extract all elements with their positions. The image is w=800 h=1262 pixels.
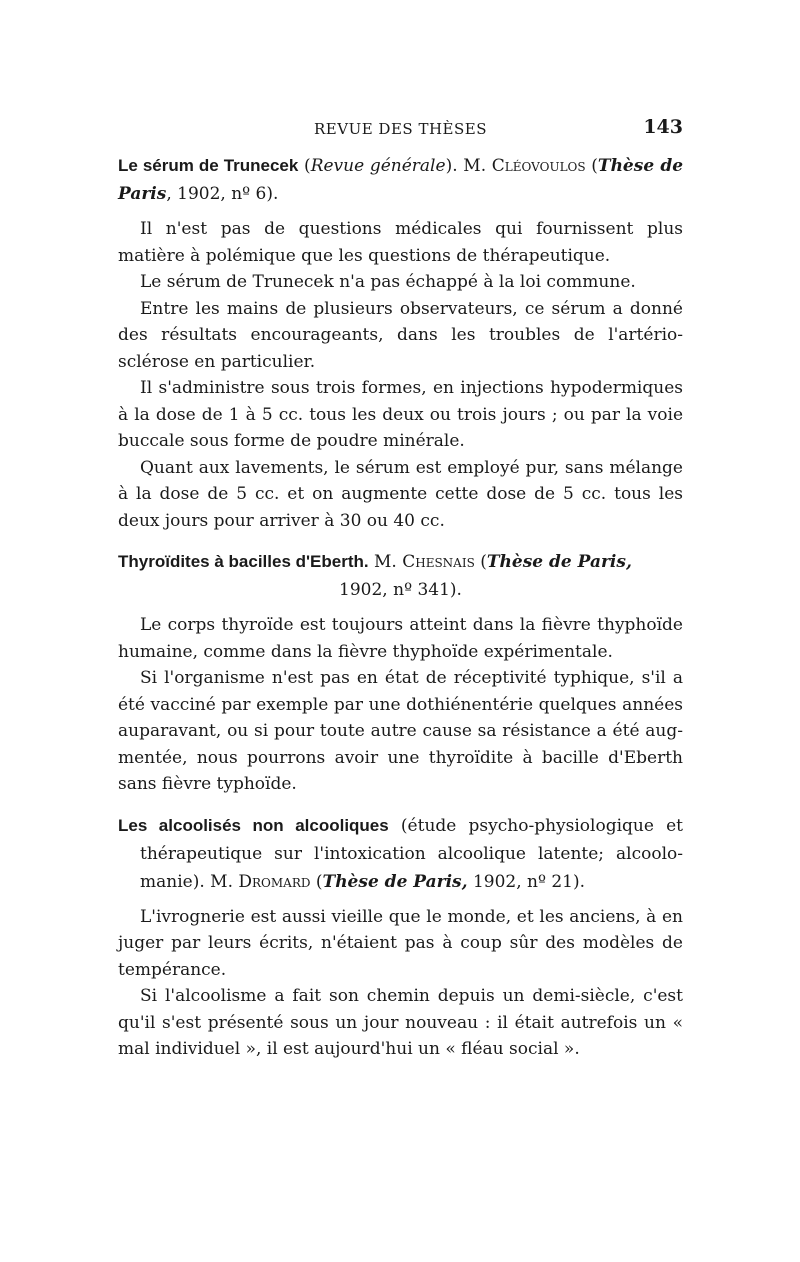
ref-open: (: [304, 156, 311, 176]
page-header: [118, 116, 683, 140]
thesis-entry-trunecek: [118, 152, 683, 534]
citation-rest: 1902, nº 21).: [467, 871, 586, 892]
ref-close: ).: [445, 156, 458, 176]
page-number: 143: [643, 116, 683, 138]
paragraph: Il s'administre sous trois formes, en injections hypodermiques à la dose de 1 à 5 cc. tous les deux ou trois jours ; ou par la voie buccale sous forme de poudre minérale.: [118, 378, 683, 451]
citation-open: (: [591, 156, 598, 176]
author-name: Cléovoulos: [491, 156, 586, 176]
author-name: Dromard: [238, 871, 311, 892]
entry-subtitle: (étude psycho-physiologique et thérapeutique sur l'intoxication alcoolique latente; alcoolomanie).: [140, 815, 683, 892]
citation-source: Thèse de Paris: [118, 156, 684, 204]
paragraph: Le corps thyroïde est toujours atteint dans la fièvre thyphoïde humaine, comme dans la fièvre thyphoïde expérimentale.: [118, 615, 683, 662]
citation-source: Thèse de Paris,: [486, 552, 632, 572]
citation-open: (: [480, 552, 487, 572]
thesis-entry-thyroidites: [118, 548, 683, 798]
paragraph: Le sérum de Trunecek n'a pas échappé à la loi commune.: [140, 272, 636, 292]
entry-title: Les alcoolisés non alcooliques: [118, 815, 389, 835]
citation-source: Thèse de Paris,: [322, 871, 468, 892]
author-name: Chesnais: [402, 552, 475, 572]
citation-open: (: [315, 871, 323, 892]
paragraph: Si l'organisme n'est pas en état de réceptivité typhique, s'il a été vacciné par exemple par une dothiénentérie quelques années auparavant, ou si pour toute autre cause sa résistance a été augmentée, nous pourrons avoir une thyroïdite à bacille d'Eberth sans fièvre typhoïde.: [118, 668, 683, 794]
author-prefix: M.: [210, 871, 233, 892]
entry-heading: [118, 152, 683, 208]
paragraph: Si l'alcoolisme a fait son chemin depuis un demi-siècle, c'est qu'il s'est présenté sous un jour nouveau : il était autrefois un « mal individuel », il est aujourd'hui un « fléau social ».: [118, 986, 683, 1059]
page-content: [118, 152, 683, 1063]
thesis-entry-alcoolises: [118, 812, 683, 1063]
paragraph: Quant aux lavements, le sérum est employé pur, sans mélange à la dose de 5 cc. et on augmente cette dose de 5 cc. tous les deux jours pour arriver à 30 ou 40 cc.: [118, 457, 683, 531]
paragraph: L'ivrognerie est aussi vieille que le monde, et les anciens, à en juger par leurs écrits, n'étaient pas à coup sûr des modèles de tempérance.: [118, 906, 683, 980]
citation-rest: 1902, nº 341).: [339, 580, 462, 600]
paragraph: Il n'est pas de questions médicales qui fournissent plus matière à polémique que les questions de thérapeutique.: [118, 219, 683, 266]
running-title: REVUE DES THÈSES: [314, 120, 487, 138]
entry-title: Le sérum de Trunecek: [118, 156, 299, 175]
author-prefix: M.: [463, 156, 487, 176]
paragraph: Entre les mains de plusieurs observateurs, ce sérum a donné des résultats encourageants, dans les troubles de l'artério-sclérose en particulier.: [118, 298, 683, 372]
entry-heading: [118, 812, 683, 896]
ref-source: Revue générale: [310, 156, 446, 176]
entry-title: Thyroïdites à bacilles d'Eberth.: [118, 552, 369, 571]
entry-heading: [118, 548, 683, 604]
author-prefix: M.: [374, 552, 397, 572]
citation-rest: , 1902, nº 6).: [166, 184, 279, 204]
